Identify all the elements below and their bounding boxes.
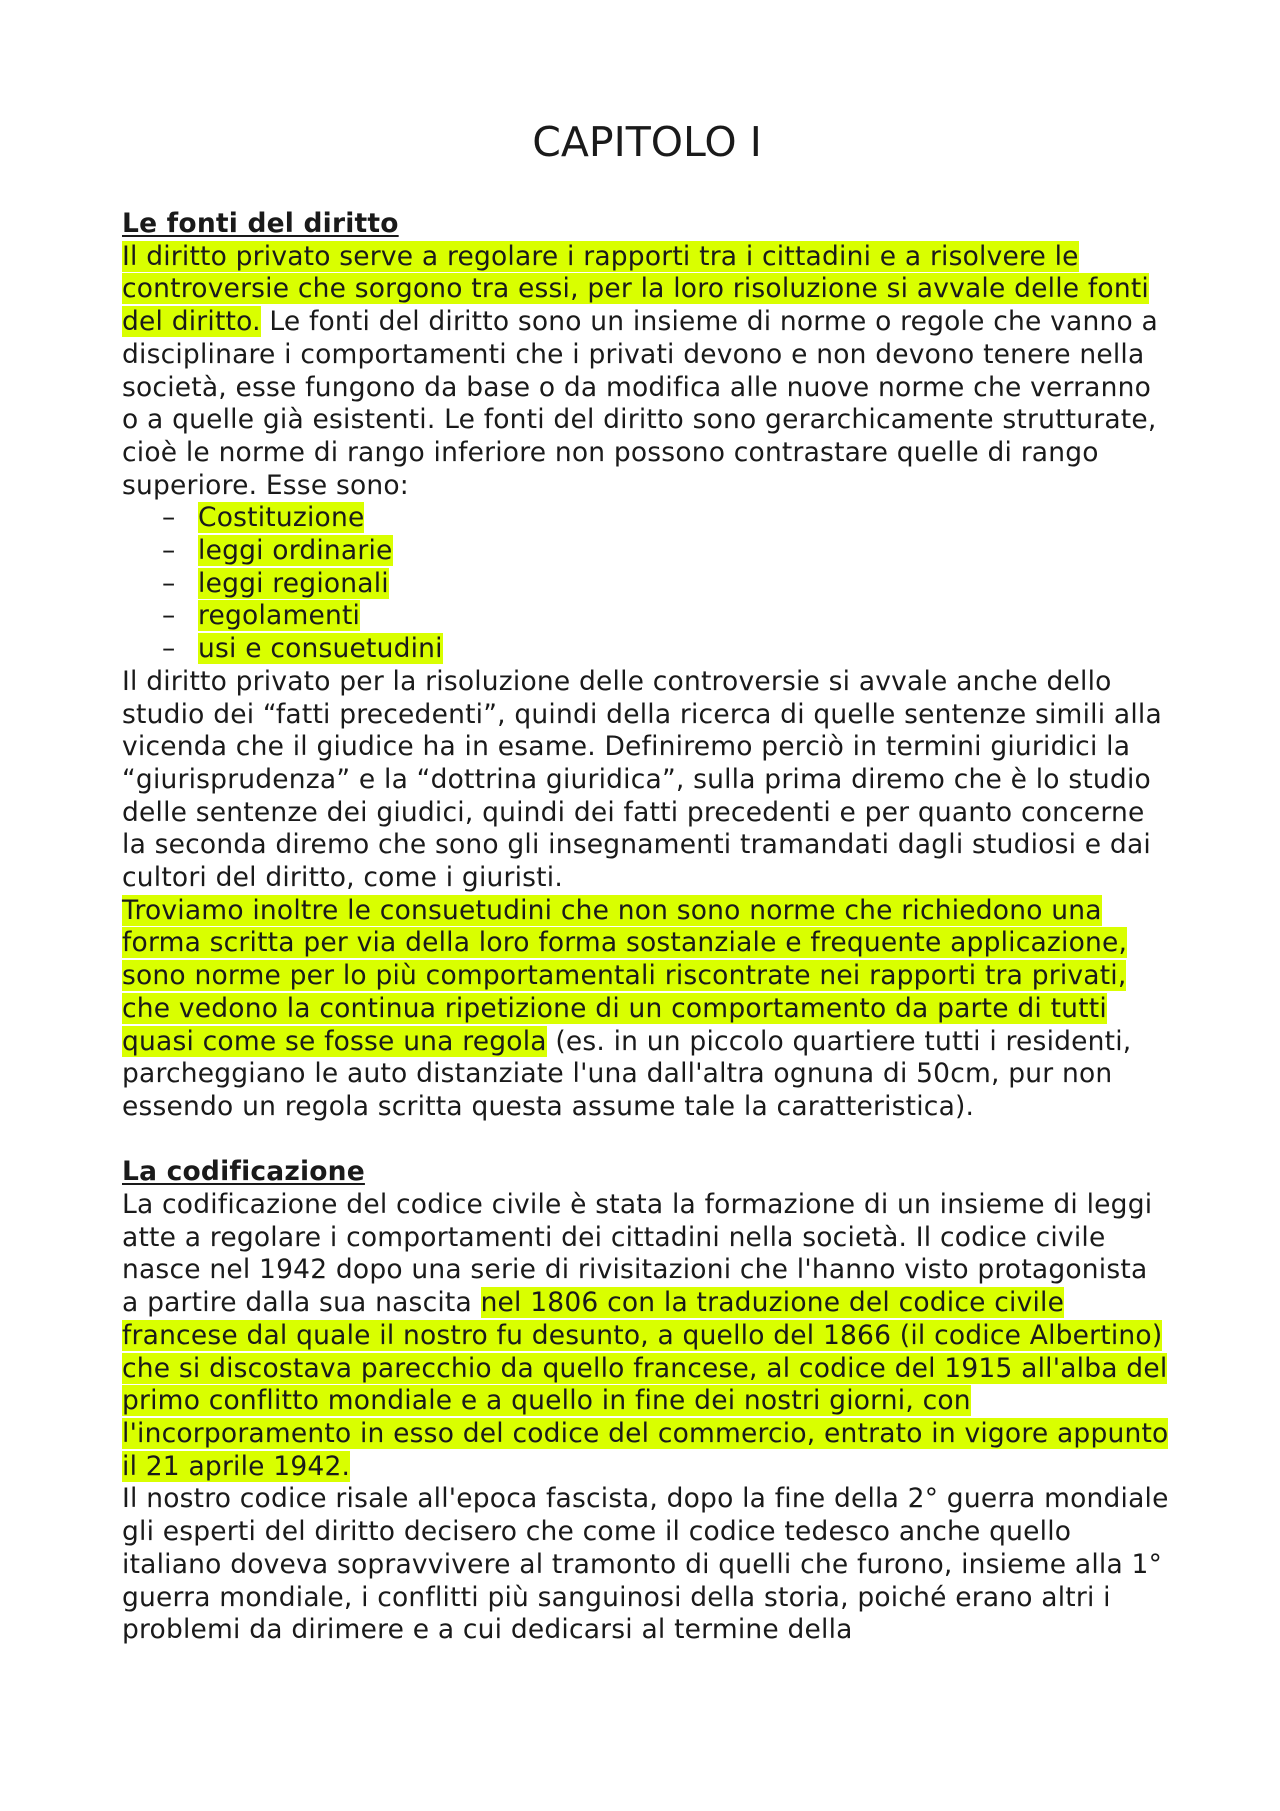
section-heading-codificazione: La codificazione [122,1156,365,1188]
paragraph-gap [122,1124,1172,1157]
dash-bullet: – [162,502,176,534]
dash-bullet: – [162,600,176,632]
paragraph-text: La codificazione del codice civile è stata la formazione di un insieme di leggi atte a regolare i comportamenti dei cittadini nella società. Il codice civile nasce nel 1942 dopo una serie di rivisitazioni che l'hanno visto protagonista a partire dalla sua nascita [122,1189,1153,1319]
list-item [162,633,1172,666]
dash-bullet: – [162,535,176,567]
list-item-label: leggi ordinarie [198,535,393,567]
list-item-label: regolamenti [198,600,361,632]
dash-bullet: – [162,633,176,665]
paragraph-text: (es. in un piccolo quartiere tutti i residenti, parcheggiano le auto distanziate l'una dall'altra ognuna di 50cm, pur non essendo un regola scritta questa assume tale la caratteristica). [122,1025,1132,1122]
section-heading-fonti: Le fonti del diritto [122,208,399,239]
list-item-label: Costituzione [198,502,365,534]
chapter-title: CAPITOLO I [532,118,762,166]
highlighted-text: nel 1806 con la traduzione del codice civile francese dal quale il nostro fu desunto, a quello del 1866 (il codice Albertino) che si discostava parecchio da quello francese, al codice del 1915 all'alba del primo conflitto mondiale e a quello in fine dei nostri giorni, con l'incorporamento in esso del codice del commercio, entrato in vigore appunto il 21 aprile 1942. [122,1287,1169,1482]
document-page [122,112,1172,1647]
highlighted-text: Troviamo inoltre le consuetudini che non sono norme che richiedono una forma scritta per via della loro forma sostanziale e frequente applicazione, sono norme per lo più comportamentali riscontrate nei rapporti tra privati, che vedono la continua ripetizione di un comportamento da parte di tutti quasi come se fosse una regola [122,894,1128,1057]
list-item-label: usi e consuetudini [198,633,443,665]
list-item [162,600,1172,633]
list-item [162,568,1172,601]
sources-list [122,502,1172,666]
paragraph-codificazione [122,1189,1172,1483]
paragraph-epoca-fascista: Il nostro codice risale all'epoca fascista, dopo la fine della 2° guerra mondiale gli esperti del diritto decisero che come il codice tedesco anche quello italiano doveva sopravvivere al tramonto di quelli che furono, insieme alla 1° guerra mondiale, i conflitti più sanguinosi della storia, poiché erano altri i problemi da dirimere e a cui dedicarsi al termine della [122,1483,1169,1646]
paragraph-text: Le fonti del diritto sono un insieme di norme o regole che vanno a disciplinare i comportamenti che i privati devono e non devono tenere nella società, esse fungono da base o da modifica alle nuove norme che verranno o a quelle già esistenti. Le fonti del diritto sono gerarchicamente strutturate, cioè le norme di rango inferiore non possono contrastare quelle di rango superiore. Esse sono: [122,306,1158,501]
dash-bullet: – [162,567,176,599]
list-item [162,535,1172,568]
list-item-label: leggi regionali [198,567,389,599]
paragraph-giurisprudenza: Il diritto privato per la risoluzione delle controversie si avvale anche dello studio dei “fatti precedenti”, quindi della ricerca di quelle sentenze simili alla vicenda che il giudice ha in esame. Definiremo perciò in termini giuridici la “giurisprudenza” e la “dottrina giuridica”, sulla prima diremo che è lo studio delle sentenze dei giudici, quindi dei fatti precedenti e per quanto concerne la seconda diremo che sono gli insegnamenti tramandati dagli studiosi e dai cultori del diritto, come i giuristi. [122,665,1162,894]
paragraph-consuetudini [122,895,1172,1124]
highlighted-text: Il diritto privato serve a regolare i rapporti tra i cittadini e a risolvere le controversie che sorgono tra essi, per la loro risoluzione si avvale delle fonti del diritto. [122,240,1149,338]
list-item [162,502,1172,535]
paragraph-fonti-intro [122,241,1172,503]
